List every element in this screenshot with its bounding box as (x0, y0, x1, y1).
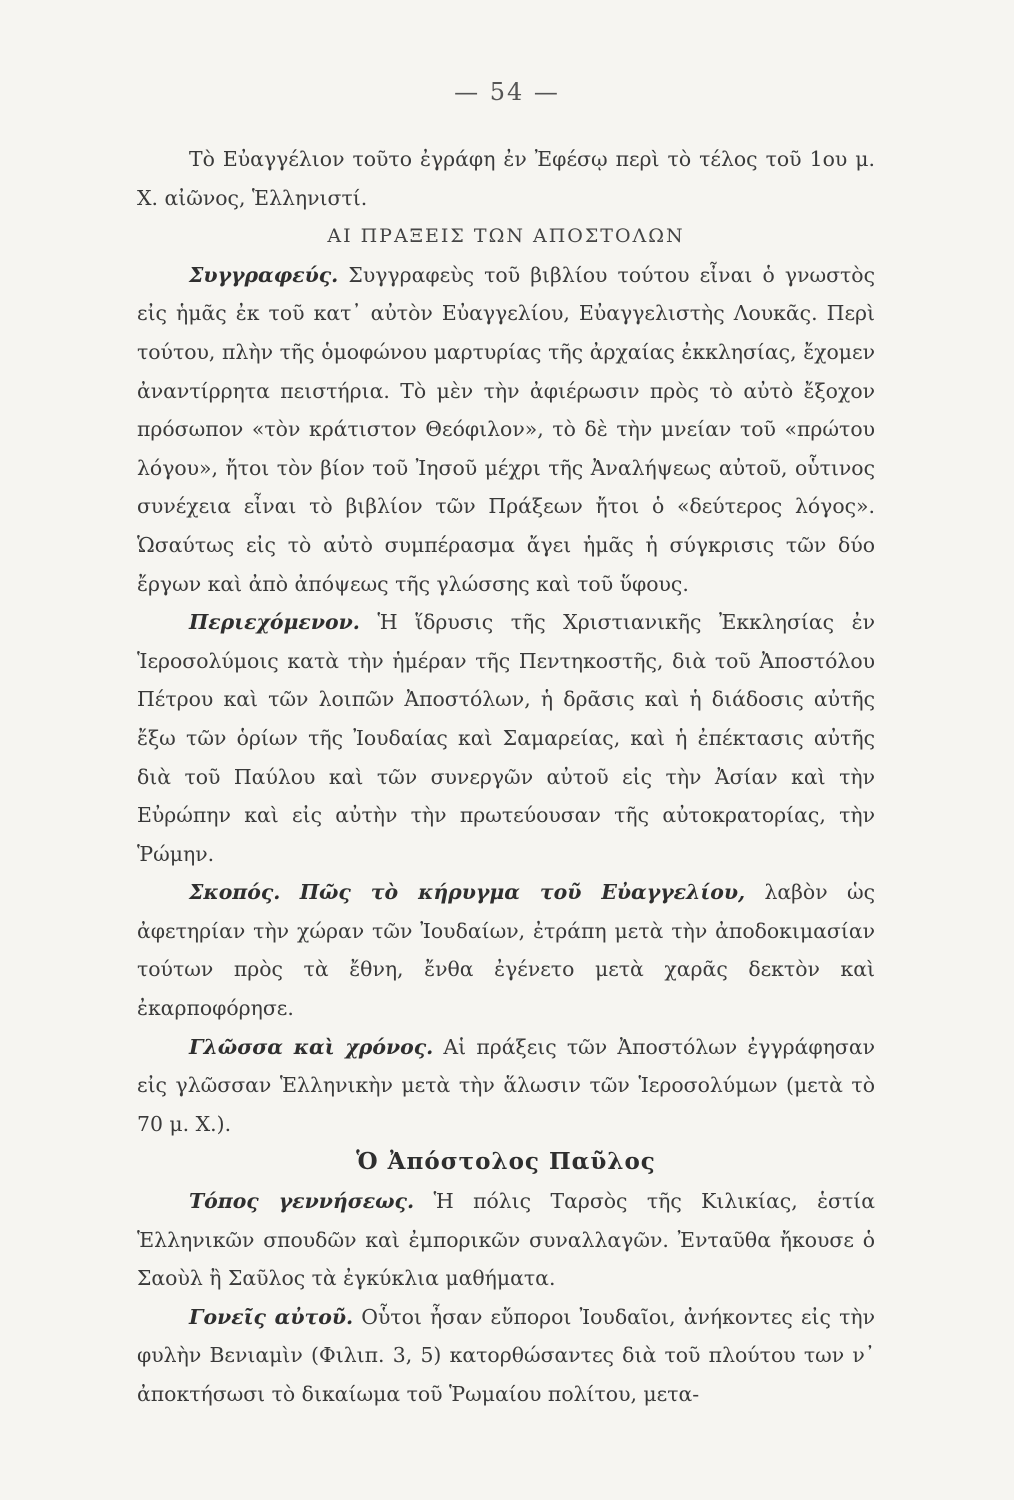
page-number: — 54 — (454, 78, 560, 106)
content-paragraph (137, 603, 875, 873)
content-label: Περιεχόμενον. (189, 610, 360, 635)
acts-heading: ΑΙ ΠΡΑΞΕΙΣ ΤΩΝ ΑΠΟΣΤΟΛΩΝ (327, 225, 685, 248)
author-label: Συγγραφεύς. (189, 262, 339, 287)
birthplace-label: Τόπος γεννήσεως. (189, 1189, 415, 1214)
author-paragraph (137, 256, 875, 603)
parents-label: Γονεῖς αὐτοῦ. (189, 1304, 354, 1329)
purpose-label: Σκοπός. (189, 880, 281, 905)
intro-paragraph: Τὸ Εὐαγγέλιον τοῦτο ἐγράφη ἐν Ἐφέσῳ περὶ τὸ τέλος τοῦ 1ου μ. Χ. αἰῶνος, Ἑλληνιστί. (137, 147, 875, 210)
language-text: Αἱ πράξεις τῶν Ἀποστόλων ἐγγράφησαν εἰς γλῶσσαν Ἑλληνικὴν μετὰ τὴν ἅλωσιν τῶν Ἱεροσολύμων (μετὰ τὸ 70 μ. Χ.). (137, 1034, 876, 1136)
content-text: Ἡ ἵδρυσις τῆς Χριστιανικῆς Ἐκκλησίας ἐν Ἱεροσολύμοις κατὰ τὴν ἡμέραν τῆς Πεντηκοστῆς, διὰ τοῦ Ἀποστόλου Πέτρου καὶ τῶν λοιπῶν Ἀποστόλων, ἡ δρᾶσις καὶ ἡ διάδοσις αὐτῆς ἔξω τῶν ὁρίων τῆς Ἰουδαίας καὶ Σαμαρείας, καὶ ἡ ἐπέκτασις αὐτῆς διὰ τοῦ Παύλου καὶ τῶν συνεργῶν αὐτοῦ εἰς τὴν Ἀσίαν καὶ τὴν Εὐρώπην καὶ εἰς αὐτὴν τὴν πρωτεύουσαν τῆς αὐτοκρατορίας, τὴν Ῥώμην. (137, 610, 875, 866)
language-label: Γλῶσσα καὶ χρόνος. (189, 1034, 434, 1059)
purpose-emphasis: Πῶς τὸ κήρυγμα τοῦ Εὐαγγελίου, (299, 880, 746, 905)
paul-section-title: Ὁ Ἀπόστολος Παῦλος (356, 1148, 656, 1176)
purpose-paragraph (137, 873, 875, 1027)
parents-text: Οὗτοι ἦσαν εὔποροι Ἰουδαῖοι, ἀνήκοντες εἰς τὴν φυλὴν Βενιαμὶν (Φιλιπ. 3, 5) κατορθώσαντες διὰ τοῦ πλούτου των ν᾿ ἀποκτήσωσι τὸ δικαίωμα τοῦ Ῥωμαίου πολίτου, μετα- (137, 1304, 875, 1406)
birthplace-paragraph (137, 1182, 875, 1298)
language-paragraph (137, 1028, 875, 1144)
text-column (137, 140, 875, 1414)
parents-paragraph (137, 1298, 875, 1414)
birthplace-text: Ἡ πόλις Ταρσὸς τῆς Κιλικίας, ἑστία Ἑλληνικῶν σπουδῶν καὶ ἐμπορικῶν συναλλαγῶν. Ἐνταῦθα ἤκουσε ὁ Σαοὺλ ἢ Σαῦλος τὰ ἐγκύκλια μαθήματα. (137, 1189, 875, 1291)
purpose-text: λαβὸν ὡς ἀφετηρίαν τὴν χώραν τῶν Ἰουδαίων, ἐτράπη μετὰ τὴν ἀποδοκιμασίαν τούτων πρὸς τὰ ἔθνη, ἔνθα ἐγένετο μετὰ χαρᾶς δεκτὸν καὶ ἐκαρποφόρησε. (137, 880, 875, 1021)
author-text: Συγγραφεὺς τοῦ βιβλίου τούτου εἶναι ὁ γνωστὸς εἰς ἡμᾶς ἐκ τοῦ κατ᾿ αὐτὸν Εὐαγγελίου, Εὐαγγελιστὴς Λουκᾶς. Περὶ τούτου, πλὴν τῆς ὁμοφώνου μαρτυρίας τῆς ἀρχαίας ἐκκλησίας, ἔχομεν ἀναντίρρητα πειστήρια. Τὸ μὲν τὴν ἀφιέρωσιν πρὸς τὸ αὐτὸ ἔξοχον πρόσωπον «τὸν κράτιστον Θεόφιλον», τὸ δὲ τὴν μνείαν τοῦ «πρώτου λόγου», ἤτοι τὸν βίον τοῦ Ἰησοῦ μέχρι τῆς Ἀναλήψεως αὐτοῦ, οὗτινος συνέχεια εἶναι τὸ βιβλίον τῶν Πράξεων ἤτοι ὁ «δεύτερος λόγος». Ὡσαύτως εἰς τὸ αὐτὸ συμπέρασμα ἄγει ἡμᾶς ἡ σύγκρισις τῶν δύο ἔργων καὶ ἀπὸ ἀπόψεως τῆς γλώσσης καὶ τοῦ ὕφους. (137, 262, 876, 596)
